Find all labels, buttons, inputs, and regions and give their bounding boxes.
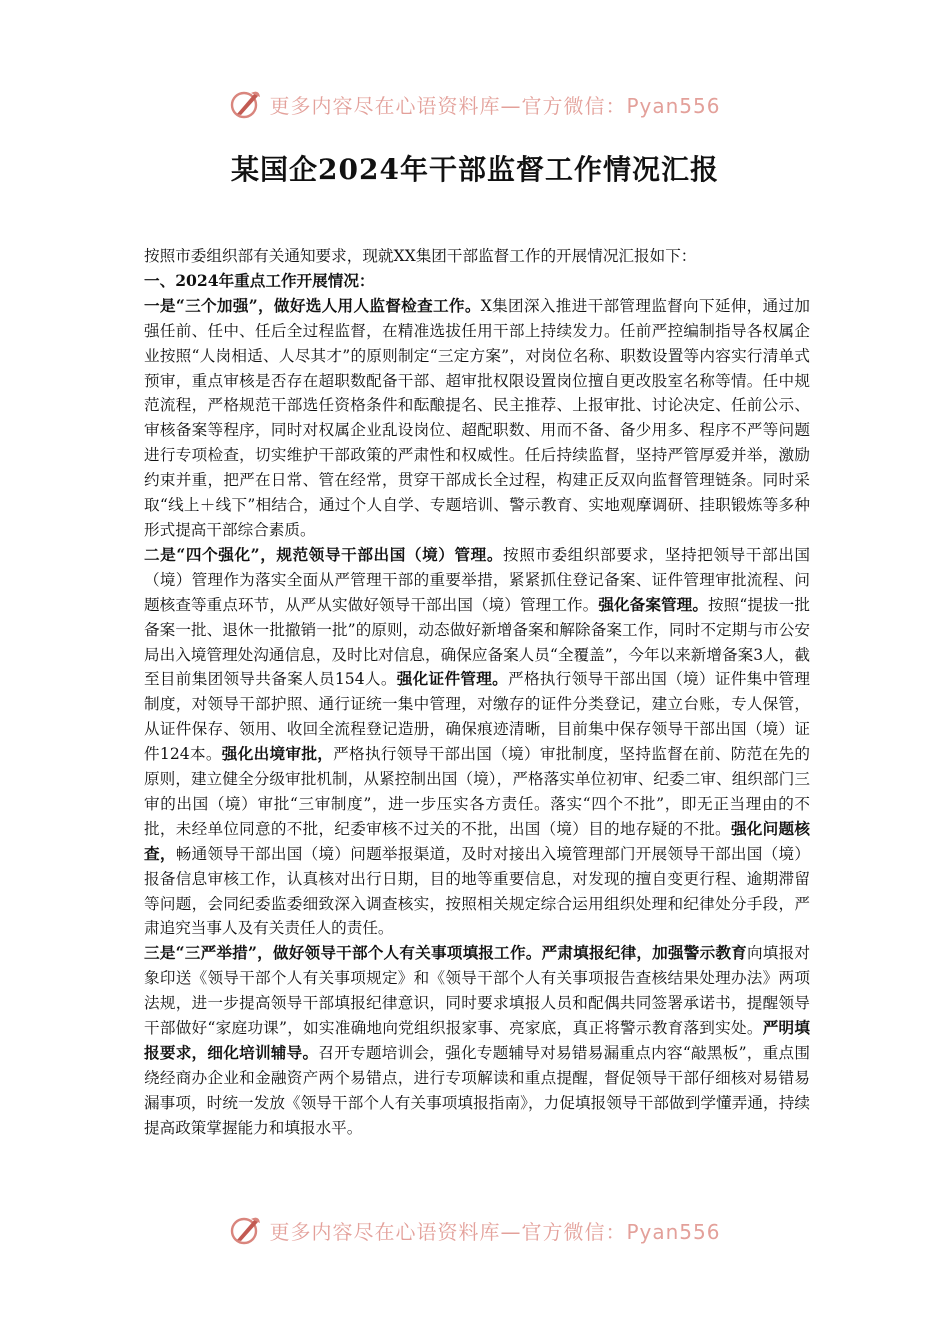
paragraph-2 <box>144 543 810 942</box>
document-body <box>144 244 810 1141</box>
paragraph-2-bold-2: 强化证件管理。 <box>396 669 509 689</box>
paragraph-3-text-2: 召开专题培训会，强化专题辅导对易错易漏重点内容“敲黑板”，重点围绕经商办企业和金融资产两个易错点，进行专项解读和重点提醒，督促领导干部仔细核对易错易漏事项，时统一发放《领导干部个人有关事项填报指南》，力促填报领导干部做到学懂弄通，持续提高政策掌握能力和填报水平。 <box>144 1044 810 1137</box>
quill-pen-circle-icon <box>229 1213 263 1247</box>
paragraph-3 <box>144 941 810 1140</box>
watermark-header <box>0 82 950 126</box>
paragraph-2-text-4: 严格执行领导干部出国（境）审批制度，坚持监督在前、防范在先的原则，建立健全分级审批机制，从紧控制出国（境），严格落实单位初审、纪委二审、组织部门三审的出国（境）审批“三审制度”，进一步压实各方责任。落实“四个不批”，即无正当理由的不批，未经单位同意的不批，纪委审核不过关的不批，出国（境）目的地存疑的不批。 <box>144 745 810 838</box>
paragraph-3-text-1: 向填报对象印送《领导干部个人有关事项规定》和《领导干部个人有关事项报告查核结果处理办法》两项法规，进一步提高领导干部填报纪律意识，同时要求填报人员和配偶共同签署承诺书，提醒领导干部做好“家庭功课”，如实准确地向党组织报家事、亮家底，真正将警示教育落到实处。 <box>144 944 810 1038</box>
paragraph-3-bold-1: 严明填报要求，细化培训辅导。 <box>144 1018 810 1062</box>
watermark-footer <box>0 1208 950 1252</box>
paragraph-2-text-2: 按照“提拔一批备案一批、退休一批撤销一批”的原则，动态做好新增备案和解除备案工作，同时不定期与市公安局出入境管理处沟通信息，及时比对信息，确保应备案人员“全覆盖”，今年以来新增备案3人，截至目前集团领导共备案人员154人。 <box>144 595 810 689</box>
paragraph-1 <box>144 294 810 543</box>
section-heading: 一、2024年重点工作开展情况： <box>144 270 375 290</box>
watermark-text: 更多内容尽在心语资料库—官方微信：Pyan556 <box>269 93 721 118</box>
paragraph-2-lead: 二是“四个强化”，规范领导干部出国（境）管理。 <box>144 544 504 564</box>
quill-pen-circle-icon <box>229 87 263 121</box>
paragraph-2-text-5: 畅通领导干部出国（境）问题举报渠道，及时对接出入境管理部门开展领导干部出国（境）报备信息审核工作，认真核对出行日期，目的地等重要信息，对发现的擅自变更行程、逾期滞留等问题，会同纪委监委细致深入调查核实，按照相关规定综合运用组织处理和纪律处分手段，严肃追究当事人及有关责任人的责任。 <box>144 844 810 938</box>
watermark-text: 更多内容尽在心语资料库—官方微信：Pyan556 <box>269 1219 721 1244</box>
document-title: 某国企2024年干部监督工作情况汇报 <box>231 153 719 186</box>
paragraph-3-lead: 三是“三严举措”，做好领导干部个人有关事项填报工作。严肃填报纪律，加强警示教育 <box>144 943 747 963</box>
paragraph-2-text-1: 按照市委组织部要求，坚持把领导干部出国（境）管理作为落实全面从严管理干部的重要举措，紧紧抓住登记备案、证件管理审批流程、问题核查等重点环节，从严从实做好领导干部出国（境）管理工作。 <box>144 545 810 614</box>
paragraph-1-lead: 一是“三个加强”，做好选人用人监督检查工作。 <box>144 295 481 315</box>
paragraph-2-bold-1: 强化备案管理。 <box>598 594 708 614</box>
paragraph-2-bold-4: 强化问题核查， <box>144 818 810 863</box>
paragraph-2-text-3: 严格执行领导干部出国（境）证件集中管理制度，对领导干部护照、通行证统一集中管理，对缴存的证件分类登记，建立台账，专人保管，从证件保存、领用、收回全流程登记造册，确保痕迹清晰，目前集中保存领导干部出国（境）证件124本。 <box>144 670 810 764</box>
paragraph-1-text: X集团深入推进干部管理监督向下延伸，通过加强任前、任中、任后全过程监督，在精准选拔任用干部上持续发力。任前严控编制指导各权属企业按照“人岗相适、人尽其才”的原则制定“三定方案”，对岗位名称、职数设置等内容实行清单式预审，重点审核是否存在超职数配备干部、超审批权限设置岗位擅自更改股室名称等情。任中规范流程，严格规范干部选任资格条件和酝酿提名、民主推荐、上报审批、讨论决定、任前公示、审核备案等程序，同时对权属企业乱设岗位、超配职数、用而不备、备少用多、程序不严等问题进行专项检查，切实维护干部政策的严肃性和权威性。任后持续监督，坚持严管厚爱并举，激励约束并重，把严在日常、管在经常，贯穿干部成长全过程，构建正反双向监督管理链条。同时采取“线上＋线下”相结合，通过个人自学、专题培训、警示教育、实地观摩调研、挂职锻炼等多种形式提高干部综合素质。 <box>144 296 810 539</box>
paragraph-2-bold-3: 强化出境审批， <box>221 744 334 764</box>
intro-paragraph: 按照市委组织部有关通知要求，现就XX集团干部监督工作的开展情况汇报如下： <box>144 247 697 265</box>
